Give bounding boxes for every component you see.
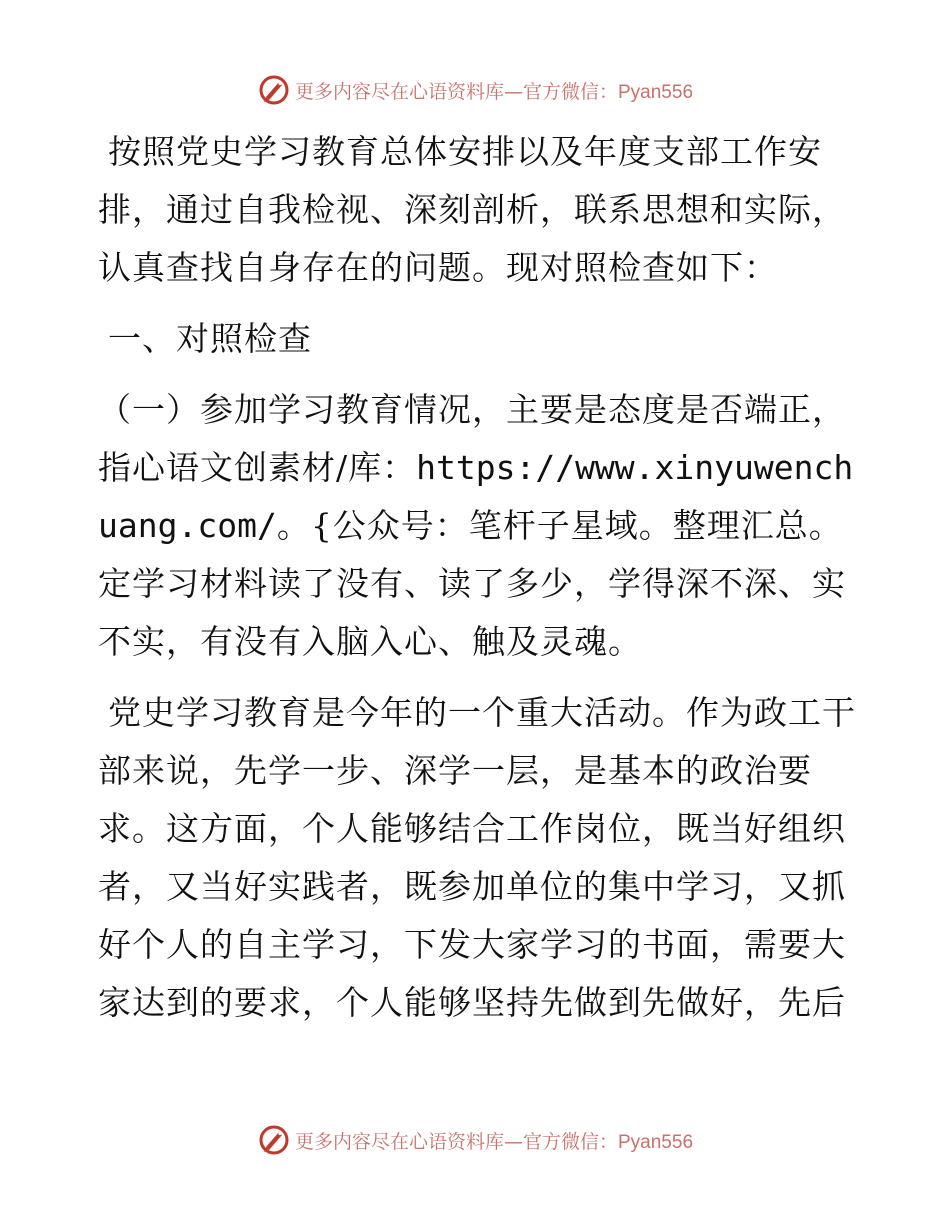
banner-wechat-label: 官方微信： — [522, 80, 618, 103]
banner-content — [257, 1123, 693, 1157]
footer-watermark-banner — [0, 1118, 950, 1162]
subsection-text-b: 。{公众号：笔杆子星域。整理汇总。定学习材料读了没有、读了多少，学得深不深、实不实，有没有入脑入心、触及灵魂。 — [98, 506, 846, 661]
header-watermark-banner — [0, 68, 950, 112]
banner-dash: — — [503, 80, 523, 103]
banner-wechat-label: 官方微信： — [522, 1130, 618, 1153]
banner-content — [257, 73, 693, 107]
banner-wechat-id: Pyan556 — [618, 81, 694, 103]
pen-nib-circle-icon — [257, 1123, 291, 1157]
pen-nib-circle-icon — [257, 73, 291, 107]
banner-text — [295, 77, 693, 104]
banner-wechat-id: Pyan556 — [618, 1131, 694, 1153]
banner-text — [295, 1127, 693, 1154]
section-heading: 一、对照检查 — [108, 319, 312, 358]
paragraph-subsection-1 — [98, 381, 858, 671]
paragraph-intro: 按照党史学习教育总体安排以及年度支部工作安排，通过自我检视、深刻剖析，联系思想和实际，认真查找自身存在的问题。现对照检查如下： — [98, 132, 846, 287]
banner-site-text: 更多内容尽在心语资料库 — [294, 1130, 504, 1153]
subsection-url: https://www.xinyuwenchuang.com/ — [98, 448, 854, 545]
document-body — [98, 123, 858, 1032]
paragraph-body: 党史学习教育是今年的一个重大活动。作为政工干部来说，先学一步、深学一层，是基本的政治要求。这方面，个人能够结合工作岗位，既当好组织者，又当好实践者，既参加单位的集中学习，又抓好个人的自主学习，下发大家学习的书面，需要大家达到的要求，个人能够坚持先做到先做好，先后 — [98, 693, 856, 1022]
banner-dash: — — [503, 1130, 523, 1153]
subsection-text-a: （一）参加学习教育情况，主要是态度是否端正，指心语文创素材/库： — [98, 390, 846, 487]
banner-site-text: 更多内容尽在心语资料库 — [294, 80, 504, 103]
